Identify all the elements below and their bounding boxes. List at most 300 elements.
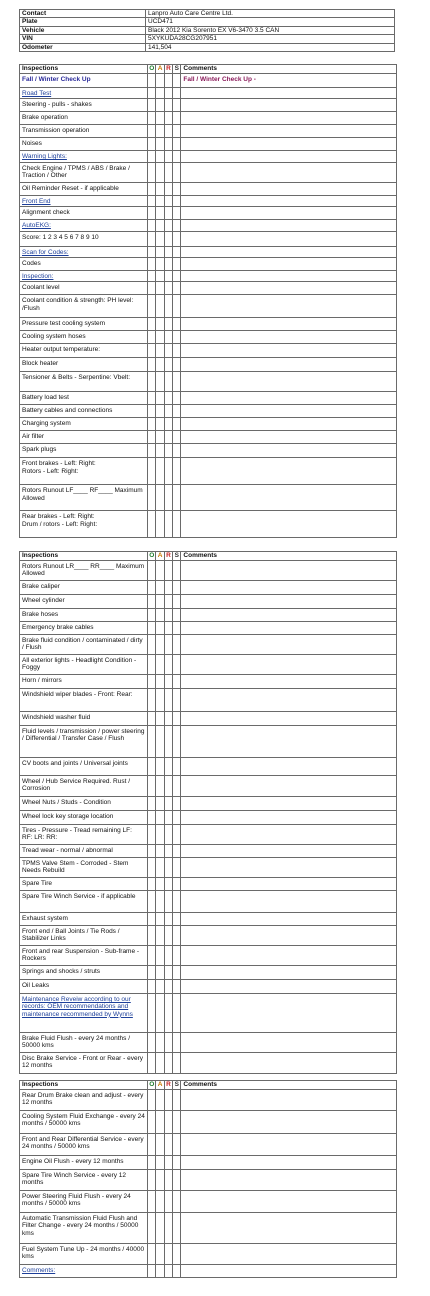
comment-cell[interactable] [181,182,397,195]
o-cell[interactable] [148,271,156,282]
a-cell[interactable] [156,99,164,112]
o-cell[interactable] [148,1090,156,1111]
o-cell[interactable] [148,125,156,138]
r-cell[interactable] [164,758,172,776]
s-cell[interactable] [173,1244,181,1265]
r-cell[interactable] [164,511,172,538]
a-cell[interactable] [156,581,164,595]
a-cell[interactable] [156,125,164,138]
comment-cell[interactable] [181,926,397,946]
r-cell[interactable] [164,655,172,675]
s-cell[interactable] [173,891,181,913]
a-cell[interactable] [156,1033,164,1053]
s-cell[interactable] [173,1156,181,1170]
o-cell[interactable] [148,980,156,994]
s-cell[interactable] [173,318,181,331]
comment-cell[interactable] [181,231,397,246]
a-cell[interactable] [156,295,164,318]
s-cell[interactable] [173,1170,181,1191]
r-cell[interactable] [164,318,172,331]
comment-cell[interactable] [181,246,397,257]
comment-cell[interactable] [181,655,397,675]
s-cell[interactable] [173,675,181,689]
r-cell[interactable] [164,258,172,271]
o-cell[interactable] [148,1156,156,1170]
r-cell[interactable] [164,485,172,511]
a-cell[interactable] [156,258,164,271]
a-cell[interactable] [156,246,164,257]
comment-cell[interactable] [181,1170,397,1191]
s-cell[interactable] [173,776,181,797]
r-cell[interactable] [164,444,172,458]
comment-cell[interactable] [181,776,397,797]
o-cell[interactable] [148,182,156,195]
s-cell[interactable] [173,758,181,776]
r-cell[interactable] [164,331,172,344]
r-cell[interactable] [164,1244,172,1265]
o-cell[interactable] [148,220,156,231]
r-cell[interactable] [164,712,172,726]
comment-cell[interactable] [181,258,397,271]
a-cell[interactable] [156,966,164,980]
comment-cell[interactable] [181,1090,397,1111]
o-cell[interactable] [148,88,156,99]
a-cell[interactable] [156,891,164,913]
a-cell[interactable] [156,282,164,295]
r-cell[interactable] [164,1033,172,1053]
comment-cell[interactable] [181,331,397,344]
o-cell[interactable] [148,891,156,913]
r-cell[interactable] [164,246,172,257]
s-cell[interactable] [173,485,181,511]
comment-cell[interactable] [181,195,397,206]
o-cell[interactable] [148,138,156,151]
o-cell[interactable] [148,318,156,331]
r-cell[interactable] [164,151,172,162]
r-cell[interactable] [164,344,172,358]
comment-cell[interactable] [181,125,397,138]
comment-cell[interactable] [181,561,397,581]
comment-cell[interactable] [181,282,397,295]
a-cell[interactable] [156,878,164,891]
o-cell[interactable] [148,431,156,444]
comment-cell[interactable] [181,220,397,231]
r-cell[interactable] [164,926,172,946]
r-cell[interactable] [164,162,172,182]
a-cell[interactable] [156,1265,164,1278]
o-cell[interactable] [148,1265,156,1278]
comment-cell[interactable] [181,622,397,635]
r-cell[interactable] [164,458,172,485]
r-cell[interactable] [164,595,172,609]
s-cell[interactable] [173,231,181,246]
comment-cell[interactable] [181,112,397,125]
comment-cell[interactable] [181,675,397,689]
s-cell[interactable] [173,635,181,655]
o-cell[interactable] [148,511,156,538]
o-cell[interactable] [148,1134,156,1156]
r-cell[interactable] [164,1053,172,1074]
s-cell[interactable] [173,1265,181,1278]
o-cell[interactable] [148,581,156,595]
o-cell[interactable] [148,609,156,622]
r-cell[interactable] [164,112,172,125]
info-value[interactable]: 5XYKUDA28CG207951 [146,35,395,43]
o-cell[interactable] [148,878,156,891]
a-cell[interactable] [156,1191,164,1213]
r-cell[interactable] [164,220,172,231]
a-cell[interactable] [156,344,164,358]
comment-cell[interactable] [181,1134,397,1156]
o-cell[interactable] [148,405,156,418]
o-cell[interactable] [148,485,156,511]
comment-cell[interactable] [181,758,397,776]
s-cell[interactable] [173,207,181,220]
a-cell[interactable] [156,372,164,392]
a-cell[interactable] [156,195,164,206]
o-cell[interactable] [148,712,156,726]
comment-cell[interactable] [181,1111,397,1134]
comment-cell[interactable] [181,845,397,858]
comment-cell[interactable] [181,966,397,980]
r-cell[interactable] [164,418,172,431]
a-cell[interactable] [156,392,164,405]
a-cell[interactable] [156,811,164,825]
a-cell[interactable] [156,726,164,758]
comment-cell[interactable] [181,891,397,913]
o-cell[interactable] [148,282,156,295]
comment-cell[interactable] [181,726,397,758]
s-cell[interactable] [173,1090,181,1111]
comment-cell[interactable] [181,1033,397,1053]
s-cell[interactable] [173,561,181,581]
s-cell[interactable] [173,581,181,595]
r-cell[interactable] [164,675,172,689]
comment-cell[interactable] [181,609,397,622]
s-cell[interactable] [173,74,181,88]
comment-cell[interactable] [181,138,397,151]
r-cell[interactable] [164,811,172,825]
s-cell[interactable] [173,595,181,609]
a-cell[interactable] [156,358,164,372]
o-cell[interactable] [148,689,156,712]
o-cell[interactable] [148,797,156,811]
s-cell[interactable] [173,162,181,182]
s-cell[interactable] [173,1033,181,1053]
s-cell[interactable] [173,258,181,271]
o-cell[interactable] [148,112,156,125]
comment-cell[interactable] [181,405,397,418]
o-cell[interactable] [148,635,156,655]
info-value[interactable]: UCD471 [146,18,395,26]
r-cell[interactable] [164,913,172,926]
r-cell[interactable] [164,776,172,797]
s-cell[interactable] [173,926,181,946]
s-cell[interactable] [173,1053,181,1074]
a-cell[interactable] [156,220,164,231]
info-value[interactable]: Lanpro Auto Care Centre Ltd. [146,10,395,18]
o-cell[interactable] [148,1111,156,1134]
comment-cell[interactable] [181,318,397,331]
s-cell[interactable] [173,878,181,891]
r-cell[interactable] [164,581,172,595]
s-cell[interactable] [173,858,181,878]
a-cell[interactable] [156,74,164,88]
r-cell[interactable] [164,1134,172,1156]
a-cell[interactable] [156,418,164,431]
a-cell[interactable] [156,1213,164,1244]
s-cell[interactable] [173,726,181,758]
o-cell[interactable] [148,561,156,581]
a-cell[interactable] [156,858,164,878]
r-cell[interactable] [164,207,172,220]
o-cell[interactable] [148,1053,156,1074]
a-cell[interactable] [156,88,164,99]
s-cell[interactable] [173,609,181,622]
s-cell[interactable] [173,825,181,845]
o-cell[interactable] [148,207,156,220]
r-cell[interactable] [164,1170,172,1191]
comment-cell[interactable] [181,418,397,431]
comment-cell[interactable] [181,392,397,405]
comment-cell[interactable] [181,88,397,99]
comment-cell[interactable] [181,372,397,392]
r-cell[interactable] [164,99,172,112]
a-cell[interactable] [156,1170,164,1191]
comment-cell[interactable] [181,913,397,926]
o-cell[interactable] [148,74,156,88]
o-cell[interactable] [148,946,156,966]
r-cell[interactable] [164,845,172,858]
o-cell[interactable] [148,1033,156,1053]
s-cell[interactable] [173,99,181,112]
s-cell[interactable] [173,458,181,485]
r-cell[interactable] [164,231,172,246]
comment-cell[interactable] [181,858,397,878]
a-cell[interactable] [156,458,164,485]
s-cell[interactable] [173,358,181,372]
s-cell[interactable] [173,405,181,418]
comment-cell[interactable] [181,485,397,511]
comment-cell[interactable] [181,271,397,282]
a-cell[interactable] [156,712,164,726]
s-cell[interactable] [173,712,181,726]
o-cell[interactable] [148,825,156,845]
o-cell[interactable] [148,595,156,609]
a-cell[interactable] [156,609,164,622]
comment-cell[interactable] [181,1191,397,1213]
o-cell[interactable] [148,994,156,1033]
s-cell[interactable] [173,331,181,344]
a-cell[interactable] [156,1111,164,1134]
r-cell[interactable] [164,282,172,295]
comment-cell[interactable] [181,344,397,358]
comment-cell[interactable] [181,458,397,485]
r-cell[interactable] [164,125,172,138]
r-cell[interactable] [164,1191,172,1213]
o-cell[interactable] [148,231,156,246]
comment-cell[interactable] [181,431,397,444]
s-cell[interactable] [173,282,181,295]
comment-cell[interactable] [181,511,397,538]
comment-cell[interactable] [181,595,397,609]
r-cell[interactable] [164,825,172,845]
s-cell[interactable] [173,966,181,980]
s-cell[interactable] [173,295,181,318]
comment-cell[interactable] [181,1265,397,1278]
a-cell[interactable] [156,271,164,282]
a-cell[interactable] [156,994,164,1033]
a-cell[interactable] [156,405,164,418]
s-cell[interactable] [173,994,181,1033]
r-cell[interactable] [164,74,172,88]
o-cell[interactable] [148,1244,156,1265]
r-cell[interactable] [164,622,172,635]
o-cell[interactable] [148,811,156,825]
s-cell[interactable] [173,431,181,444]
comment-cell[interactable] [181,295,397,318]
r-cell[interactable] [164,195,172,206]
o-cell[interactable] [148,195,156,206]
a-cell[interactable] [156,1053,164,1074]
a-cell[interactable] [156,980,164,994]
a-cell[interactable] [156,655,164,675]
o-cell[interactable] [148,99,156,112]
comment-cell[interactable] [181,797,397,811]
info-value[interactable]: 141,504 [146,43,395,51]
r-cell[interactable] [164,878,172,891]
r-cell[interactable] [164,858,172,878]
r-cell[interactable] [164,431,172,444]
o-cell[interactable] [148,258,156,271]
r-cell[interactable] [164,891,172,913]
r-cell[interactable] [164,726,172,758]
s-cell[interactable] [173,125,181,138]
comment-cell[interactable] [181,994,397,1033]
o-cell[interactable] [148,1213,156,1244]
comment-cell[interactable] [181,1244,397,1265]
a-cell[interactable] [156,913,164,926]
comment-cell[interactable] [181,635,397,655]
r-cell[interactable] [164,980,172,994]
s-cell[interactable] [173,182,181,195]
comment-cell[interactable] [181,712,397,726]
s-cell[interactable] [173,811,181,825]
r-cell[interactable] [164,689,172,712]
comment-cell[interactable] [181,162,397,182]
a-cell[interactable] [156,1244,164,1265]
o-cell[interactable] [148,758,156,776]
s-cell[interactable] [173,1213,181,1244]
o-cell[interactable] [148,372,156,392]
s-cell[interactable] [173,344,181,358]
s-cell[interactable] [173,689,181,712]
comment-cell[interactable] [181,878,397,891]
s-cell[interactable] [173,1191,181,1213]
a-cell[interactable] [156,112,164,125]
a-cell[interactable] [156,207,164,220]
comment-cell[interactable] [181,811,397,825]
a-cell[interactable] [156,689,164,712]
comment-cell[interactable] [181,825,397,845]
s-cell[interactable] [173,112,181,125]
a-cell[interactable] [156,151,164,162]
r-cell[interactable] [164,609,172,622]
s-cell[interactable] [173,151,181,162]
o-cell[interactable] [148,151,156,162]
o-cell[interactable] [148,162,156,182]
a-cell[interactable] [156,138,164,151]
s-cell[interactable] [173,220,181,231]
r-cell[interactable] [164,358,172,372]
o-cell[interactable] [148,726,156,758]
s-cell[interactable] [173,271,181,282]
s-cell[interactable] [173,246,181,257]
comment-cell[interactable] [181,151,397,162]
o-cell[interactable] [148,966,156,980]
s-cell[interactable] [173,418,181,431]
o-cell[interactable] [148,655,156,675]
comment-cell[interactable] [181,1213,397,1244]
r-cell[interactable] [164,271,172,282]
comment-cell[interactable] [181,99,397,112]
s-cell[interactable] [173,372,181,392]
o-cell[interactable] [148,675,156,689]
s-cell[interactable] [173,195,181,206]
comment-cell[interactable] [181,207,397,220]
r-cell[interactable] [164,372,172,392]
a-cell[interactable] [156,797,164,811]
o-cell[interactable] [148,858,156,878]
r-cell[interactable] [164,1265,172,1278]
a-cell[interactable] [156,431,164,444]
o-cell[interactable] [148,1170,156,1191]
comment-cell[interactable] [181,1156,397,1170]
o-cell[interactable] [148,845,156,858]
o-cell[interactable] [148,295,156,318]
s-cell[interactable] [173,655,181,675]
s-cell[interactable] [173,913,181,926]
a-cell[interactable] [156,926,164,946]
r-cell[interactable] [164,946,172,966]
a-cell[interactable] [156,595,164,609]
a-cell[interactable] [156,162,164,182]
a-cell[interactable] [156,776,164,797]
r-cell[interactable] [164,1111,172,1134]
s-cell[interactable] [173,392,181,405]
comment-cell[interactable] [181,581,397,595]
r-cell[interactable] [164,561,172,581]
a-cell[interactable] [156,444,164,458]
r-cell[interactable] [164,405,172,418]
r-cell[interactable] [164,797,172,811]
o-cell[interactable] [148,444,156,458]
o-cell[interactable] [148,246,156,257]
a-cell[interactable] [156,182,164,195]
a-cell[interactable] [156,825,164,845]
comment-cell[interactable] [181,946,397,966]
a-cell[interactable] [156,231,164,246]
a-cell[interactable] [156,946,164,966]
o-cell[interactable] [148,776,156,797]
r-cell[interactable] [164,1090,172,1111]
a-cell[interactable] [156,485,164,511]
r-cell[interactable] [164,635,172,655]
comment-cell[interactable] [181,358,397,372]
comment-cell[interactable] [181,980,397,994]
a-cell[interactable] [156,511,164,538]
a-cell[interactable] [156,675,164,689]
